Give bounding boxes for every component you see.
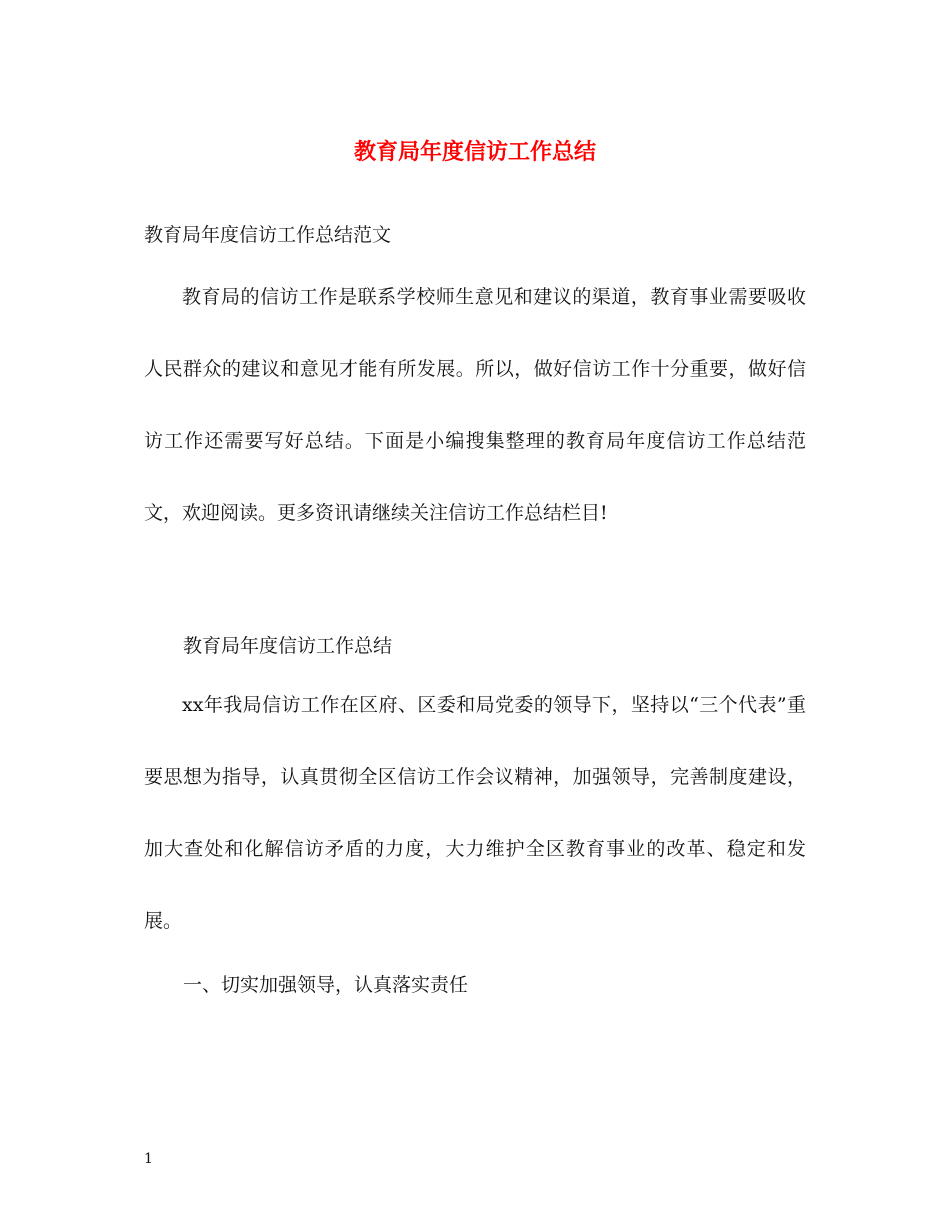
section-one-heading: 一、切实加强领导，认真落实责任 xyxy=(183,974,469,996)
document-title: 教育局年度信访工作总结 xyxy=(353,139,596,165)
page-number: 1 xyxy=(144,1151,153,1167)
body-paragraph: xx年我局信访工作在区府、区委和局党委的领导下，坚持以“三个代表”重要思想为指导，认真贯彻全区信访工作会议精神，加强领导，完善制度建设，加大查处和化解信访矛盾的力度，大力维护全区教育事业的改革、稳定和发展。 xyxy=(144,694,806,932)
section-heading: 教育局年度信访工作总结 xyxy=(183,635,393,657)
intro-paragraph: 教育局的信访工作是联系学校师生意见和建议的渠道，教育事业需要吸收人民群众的建议和意见才能有所发展。所以，做好信访工作十分重要，做好信访工作还需要写好总结。下面是小编搜集整理的教育局年度信访工作总结范文，欢迎阅读。更多资讯请继续关注信访工作总结栏目! xyxy=(144,286,806,524)
document-subtitle: 教育局年度信访工作总结范文 xyxy=(144,224,392,246)
